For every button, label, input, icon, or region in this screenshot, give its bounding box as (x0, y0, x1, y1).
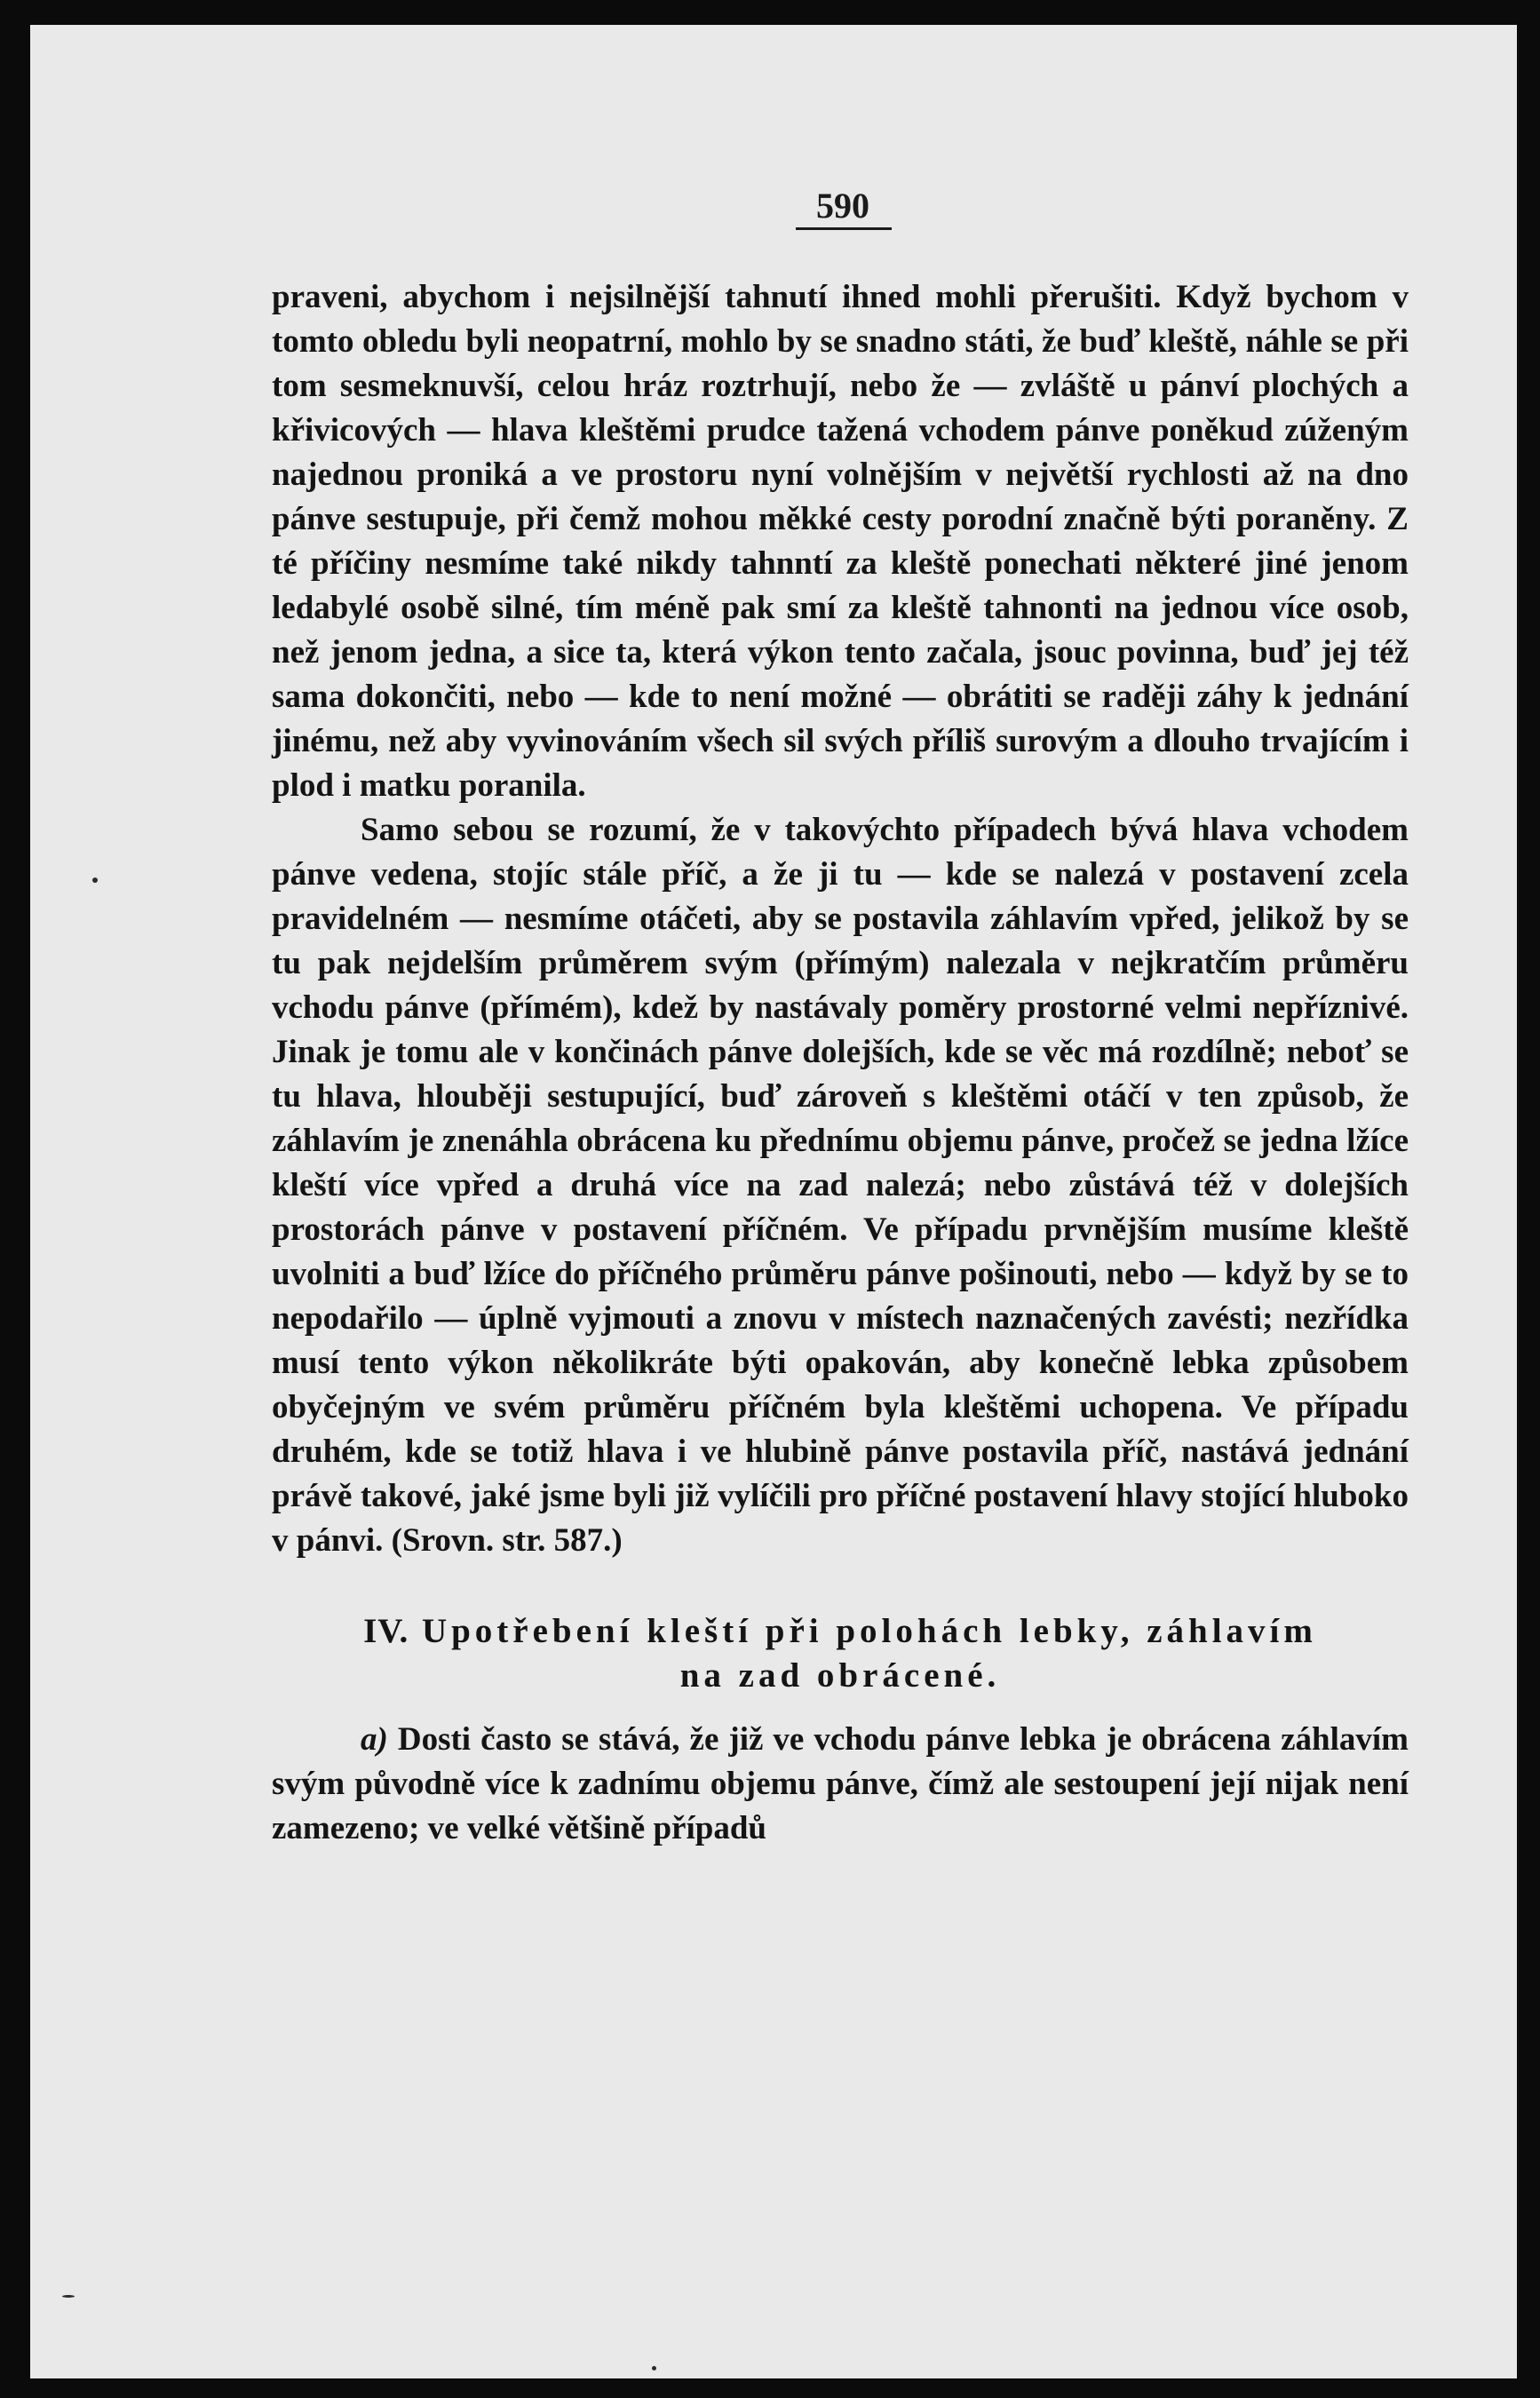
section-title-line-2: na zad obrácené. (679, 1656, 1001, 1695)
paper-speck (652, 2366, 656, 2370)
paragraph-3-label: a) (361, 1721, 388, 1758)
section-heading (272, 1609, 1409, 1698)
page-number-rule (796, 227, 892, 230)
paragraph-3-text: Dosti často se stává, že již ve vchodu pánve lebka je obrácena záhlavím svým původně více k zadnímu objemu pánve, čímž ale sestoupení její nijak není zamezeno; ve velké většině případů (272, 1721, 1409, 1846)
section-title-line-1: Upotřebení kleští při polohách lebky, záhlavím (421, 1612, 1317, 1650)
body-text (272, 275, 1409, 1851)
paper-speck (62, 2295, 75, 2298)
paragraph-2: Samo sebou se rozumí, že v takovýchto případech bývá hlava vchodem pánve vedena, stojíc stále příč, a že ji tu — kde se nalezá v postavení zcela pravidelném — nesmíme otáčeti, aby se postavila záhlavím vpřed, jelikož by se tu pak nejdelším průměrem svým (přímým) nalezala v nejkratčím průměru vchodu pánve (přímém), kdež by nastávaly poměry prostorné velmi nepříznivé. Jinak je tomu ale v končinách pánve dolejších, kde se věc má rozdílně; neboť se tu hlava, hlouběji sestupující, buď zároveň s kleštěmi otáčí v ten způsob, že záhlavím je znenáhla obrácena ku přednímu objemu pánve, pročež se jedna lžíce kleští více vpřed a druhá více na zad nalezá; nebo zůstává též v dolejších prostorách pánve v postavení příčném. Ve případu prvnějším musíme kleště uvolniti a buď lžíce do příčného průměru pánve pošinouti, nebo — když by se to nepodařilo — úplně vyjmouti a znovu v místech naznačených zavésti; nezřídka musí tento výkon několikráte býti opakován, aby konečně lebka způsobem obyčejným ve svém průměru příčném byla kleštěmi uchopena. Ve případu druhém, kde se totiž hlava i ve hlubině pánve postavila příč, nastává jednání právě takové, jaké jsme byli již vylíčili pro příčné postavení hlavy stojící hluboko v pánvi. (Srovn. str. 587.) (272, 812, 1409, 1559)
paragraph-1: praveni, abychom i nejsilnější tahnutí ihned mohli přerušiti. Když bychom v tomto obledu byli neopatrní, mohlo by se snadno státi, že buď kleště, náhle se při tom sesmeknuvší, celou hráz roztrhují, nebo že — zvláště u pánví plochých a křivicových — hlava kleštěmi prudce tažená vchodem pánve poněkud zúženým najednou proniká a ve prostoru nyní volnějším v největší rychlosti až na dno pánve sestupuje, při čemž mohou měkké cesty porodní značně býti poraněny. Z té příčiny nesmíme také nikdy tahnntí za kleště ponechati některé jiné jenom ledabylé osobě silné, tím méně pak smí za kleště tahnonti na jednou více osob, než jenom jedna, a sice ta, která výkon tento začala, jsouc povinna, buď jej též sama dokončiti, nebo — kde to není možné — obrátiti se raději záhy k jednání jinému, než aby vyvinováním všech sil svých příliš surovým a dlouho trvajícím i plod i matku poranila. (272, 279, 1409, 804)
paper-speck (92, 877, 98, 883)
paragraph-3 (272, 1718, 1409, 1851)
page-number: 590 (816, 186, 869, 226)
book-page (30, 25, 1517, 2378)
section-numeral: IV. (363, 1612, 409, 1650)
